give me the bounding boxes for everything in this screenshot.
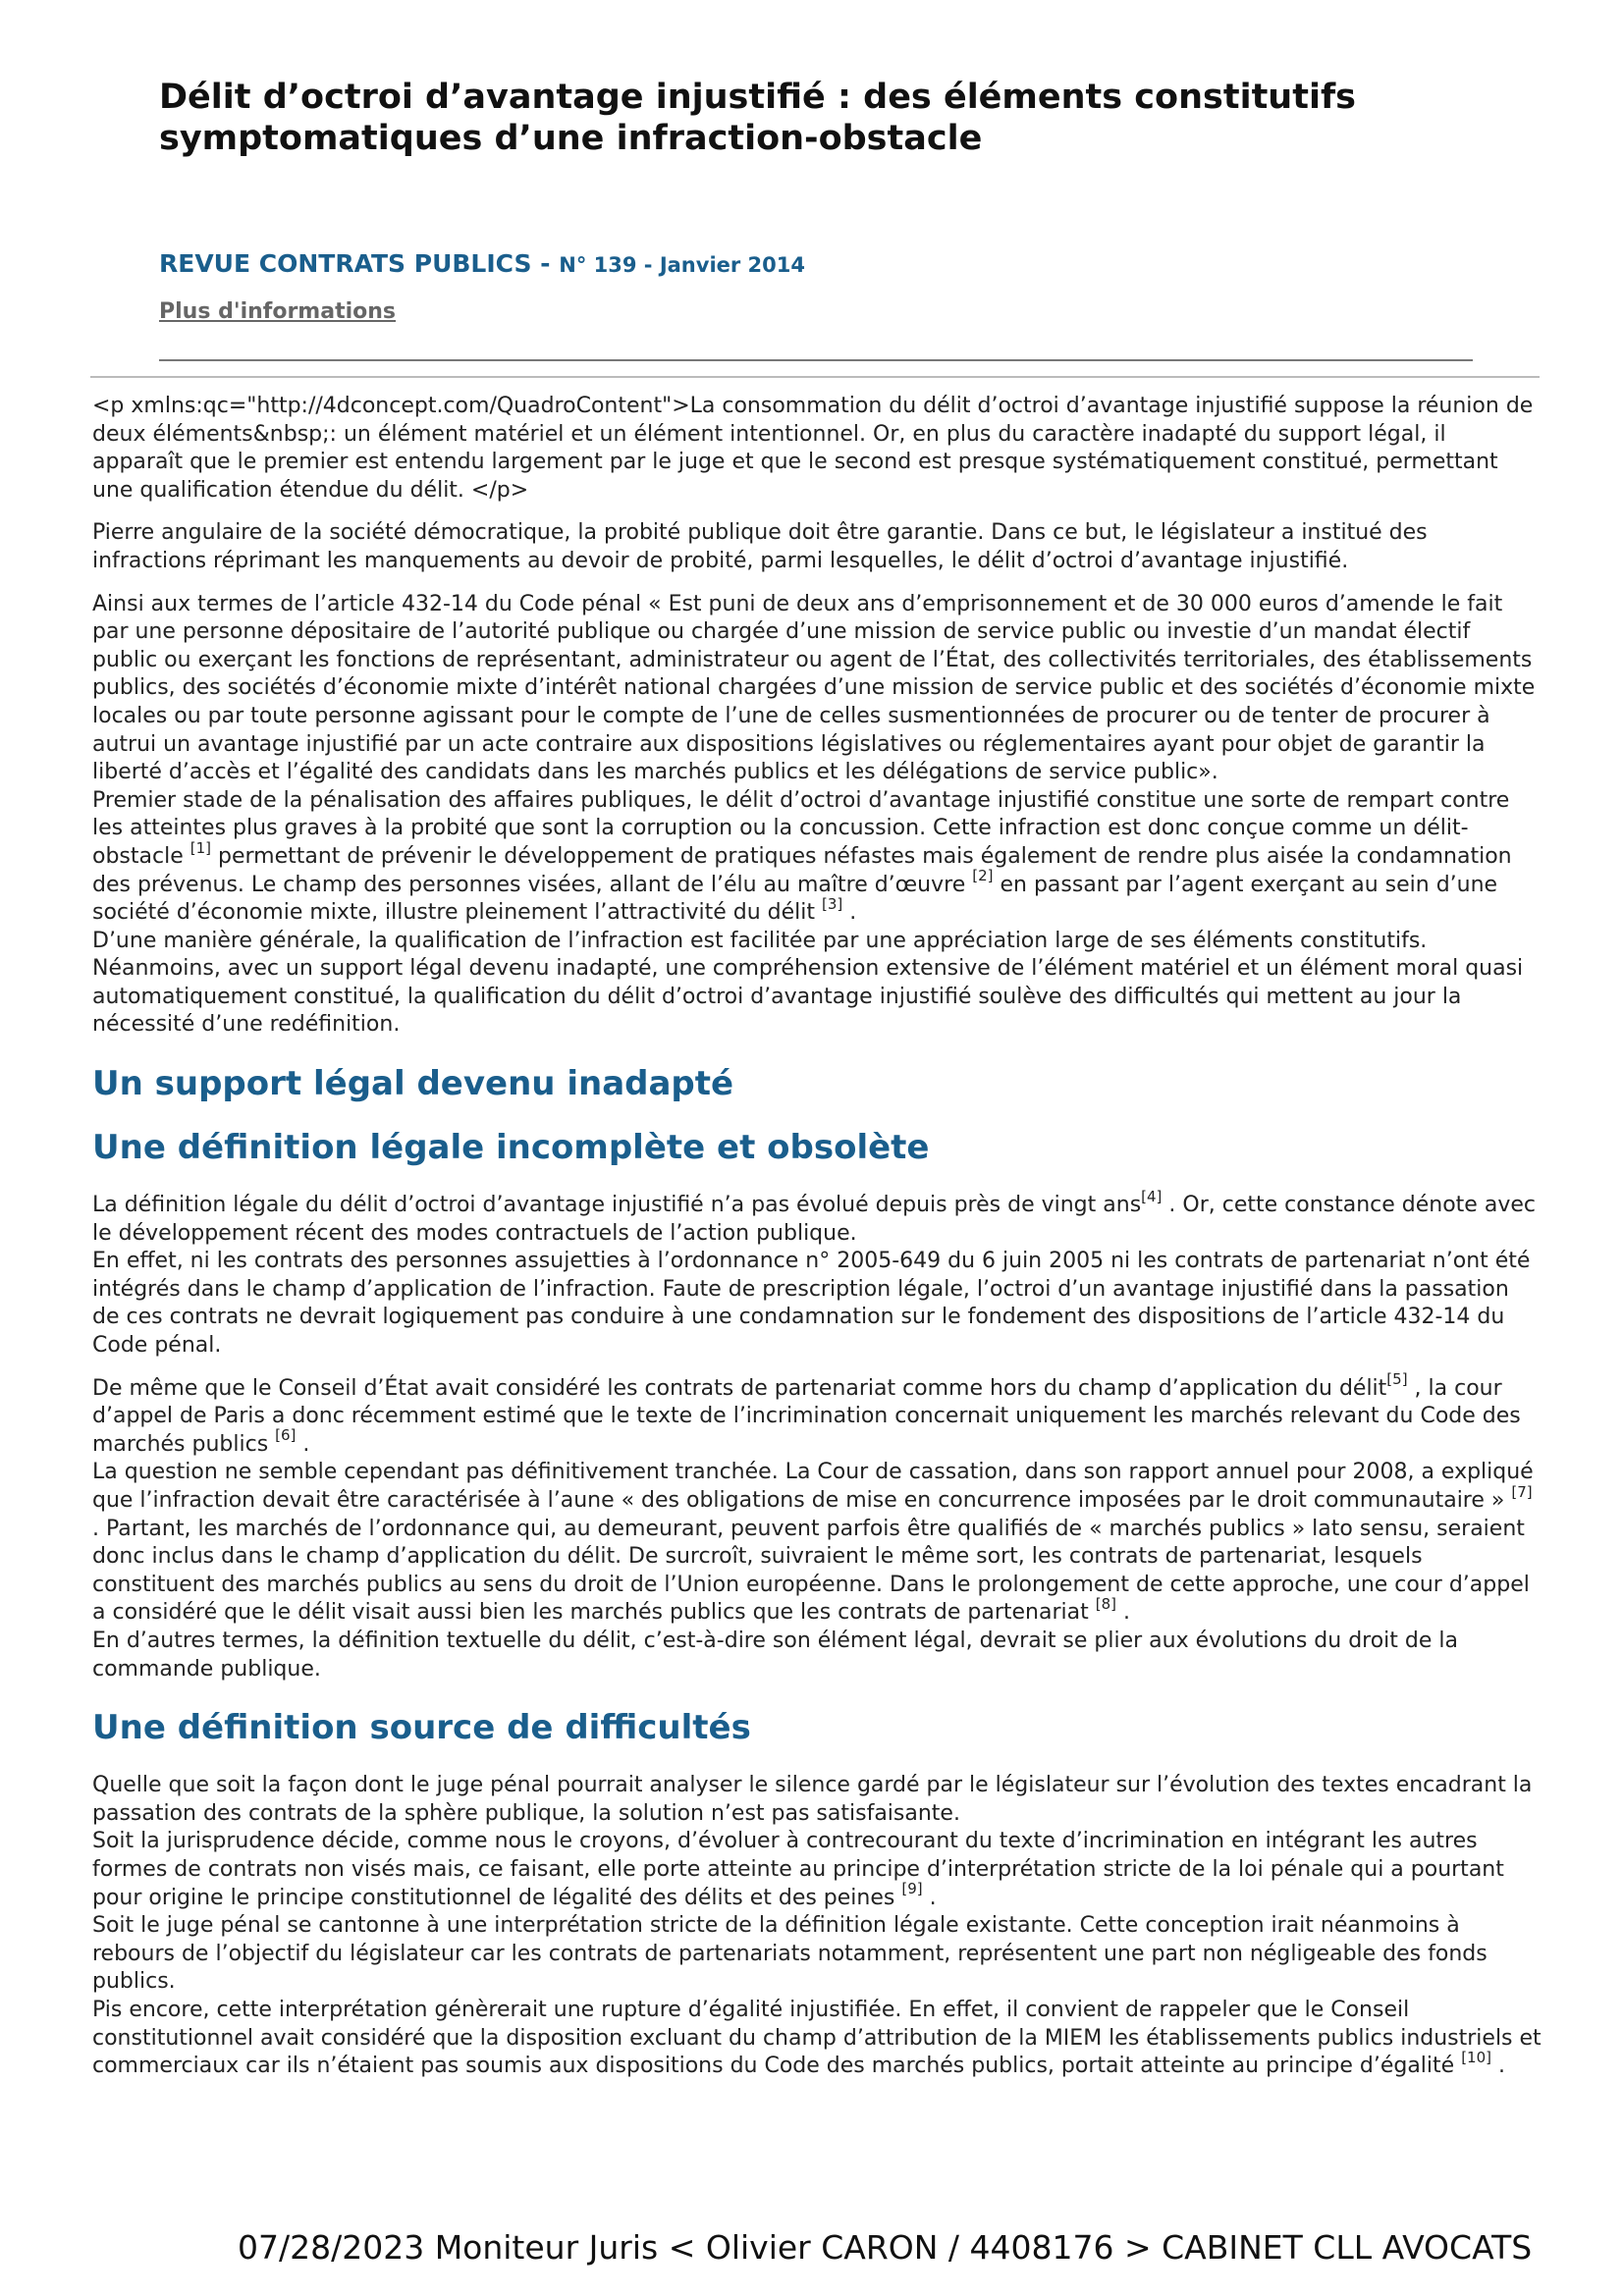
footnote-ref[interactable]: [9] [901, 1880, 923, 1898]
article-body [92, 393, 1542, 2081]
body-paragraph: D’une manière générale, la qualification de l’infraction est facilitée par une appréciation large de ses éléments constitutifs. Néanmoins, avec un support légal devenu inadapté, une compréhension extensive de l’élément matériel et un élément moral quasi automatiquement constitué, la qualification du délit d’octroi d’avantage injustifié soulève des difficultés qui mettent au jour la nécessité d’une redéfinition. [92, 928, 1524, 1038]
abstract-paragraph: <p xmlns:qc="http://4dconcept.com/QuadroContent">La consommation du délit d’octroi d’avantage injustifié suppose la réunion de deux éléments&nbsp;: un élément matériel et un élément intentionnel. Or, en plus du caractère inadapté du support légal, il apparaît que le premier est entendu largement par le juge et que le second est presque systématiquement constitué, permettant une qualification étendue du délit. </p> [92, 394, 1534, 503]
footnote-ref[interactable]: [2] [972, 867, 994, 885]
section-heading: Un support légal devenu inadapté [92, 1064, 734, 1104]
body-paragraph: En d’autres termes, la définition textuelle du délit, c’est-à-dire son élément légal, devrait se plier aux évolutions du droit de la commande publique. [92, 1628, 1458, 1682]
footnote-ref[interactable]: [8] [1095, 1595, 1116, 1614]
body-paragraph: Soit le juge pénal se cantonne à une interprétation stricte de la définition légale existante. Cette conception irait néanmoins à rebours de l’objectif du législateur car les contrats de partenariats notamment, représentent une part non négligeable des fonds publics. [92, 1913, 1488, 1995]
footnote-ref[interactable]: [7] [1511, 1482, 1533, 1501]
body-paragraph: De même que le Conseil d’État avait considéré les contrats de partenariat comme hors du champ d’application du délit[5] , la cour d’appel de Paris a donc récemment estimé que le texte de l’incrimination concernait uniquement les marchés relevant du Code des marchés publics [6] . [92, 1370, 1521, 1457]
body-paragraph: La définition légale du délit d’octroi d’avantage injustifié n’a pas évolué depuis près de vingt ans[4] . Or, cette constance dénote avec le développement récent des modes contractuels de l’action publique. [92, 1187, 1536, 1246]
header-divider [159, 359, 1473, 361]
body-paragraph: En effet, ni les contrats des personnes assujetties à l’ordonnance n° 2005-649 du 6 juin 2005 ni les contrats de partenariat n’ont été intégrés dans le champ d’application de l’infraction. Faute de prescription légale, l’octroi d’un avantage injustifié dans la passation de ces contrats ne devrait logiquement pas conduire à une condamnation sur le fondement des dispositions de l’article 432-14 du Code pénal. [92, 1249, 1531, 1359]
footnote-ref[interactable]: [1] [189, 838, 211, 857]
footnote-ref[interactable]: [4] [1141, 1187, 1163, 1205]
body-paragraph: Pis encore, cette interprétation génèrerait une rupture d’égalité injustifiée. En effet, il convient de rappeler que le Conseil constitutionnel avait considéré que la disposition excluant du champ d’attribution de la MIEM les établissements publics industriels et commerciaux car ils n’étaient pas soumis aux dispositions du Code des marchés publics, portait atteinte au principe d’égalité [10] . [92, 1997, 1542, 2079]
body-paragraph: Pierre angulaire de la société démocratique, la probité publique doit être garantie. Dans ce but, le législateur a institué des infractions réprimant les manquements au devoir de probité, parmi lesquelles, le délit d’octroi d’avantage injustifié. [92, 520, 1428, 573]
more-info-link[interactable]: Plus d'informations [159, 299, 397, 324]
footnote-ref[interactable]: [6] [275, 1426, 297, 1445]
body-paragraph: Quelle que soit la façon dont le juge pénal pourrait analyser le silence gardé par le législateur sur l’évolution des textes encadrant la passation des contrats de la sphère publique, la solution n’est pas satisfaisante. [92, 1773, 1533, 1826]
journal-issue: N° 139 - Janvier 2014 [559, 253, 806, 277]
content-divider [90, 376, 1540, 378]
footnote-ref[interactable]: [10] [1461, 2048, 1491, 2066]
footnote-ref[interactable]: [5] [1386, 1370, 1408, 1389]
subsection-heading: Une définition légale incomplète et obsolète [92, 1128, 930, 1168]
journal-name: REVUE CONTRATS PUBLICS - [159, 249, 560, 278]
body-paragraph: Ainsi aux termes de l’article 432-14 du Code pénal « Est puni de deux ans d’emprisonnement et de 30 000 euros d’amende le fait par une personne dépositaire de l’autorité publique ou chargée d’une mission de service public ou investie d’un mandat électif public ou exerçant les fonctions de représentant, administrateur ou agent de l’État, des collectivités territoriales, des établissements publics, des sociétés d’économie mixte d’intérêt national chargées d’une mission de service public et des sociétés d’économie mixte locales ou par toute personne agissant pour le compte de l’une de celles susmentionnées de procurer ou de tenter de procurer à autrui un avantage injustifié par un acte contraire aux dispositions législatives ou réglementaires ayant pour objet de garantir la liberté d’accès et l’égalité des candidats dans les marchés publics et les délégations de service public». [92, 591, 1536, 785]
footnote-ref[interactable]: [3] [821, 894, 843, 913]
license-footer: 07/28/2023 Moniteur Juris < Olivier CARON / 4408176 > CABINET CLL AVOCATS [238, 2228, 1533, 2267]
body-paragraph: Premier stade de la pénalisation des affaires publiques, le délit d’octroi d’avantage injustifié constitue une sorte de rempart contre les atteintes plus graves à la probité que sont la corruption ou la concussion. Cette infraction est donc conçue comme un délit-obstacle [1] permettant de prévenir le développement de pratiques néfastes mais également de rendre plus aisée la condamnation des prévenus. Le champ des personnes visées, allant de l’élu au maître d’œuvre [2] en passant par l’agent exerçant au sein d’une société d’économie mixte, illustre pleinement l’attractivité du délit [3] . [92, 787, 1512, 926]
body-paragraph: La question ne semble cependant pas définitivement tranchée. La Cour de cassation, dans son rapport annuel pour 2008, a expliqué que l’infraction devait être caractérisée à l’aune « des obligations de mise en concurrence imposées par le droit communautaire » [7] . Partant, les marchés de l’ordonnance qui, au demeurant, peuvent parfois être qualifiés de « marchés publics » lato sensu, seraient donc inclus dans le champ d’application du délit. De surcroît, suivraient le même sort, les contrats de partenariat, lesquels constituent des marchés publics au sens du droit de l’Union européenne. Dans le prolongement de cette approche, une cour d’appel a considéré que le délit visait aussi bien les marchés publics que les contrats de partenariat [8] . [92, 1460, 1534, 1626]
journal-info [159, 249, 805, 278]
body-paragraph: Soit la jurisprudence décide, comme nous le croyons, d’évoluer à contrecourant du texte d’incrimination en intégrant les autres formes de contrats non visés mais, ce faisant, elle porte atteinte au principe d’interprétation stricte de la loi pénale qui a pourtant pour origine le principe constitutionnel de légalité des délits et des peines [9] . [92, 1829, 1504, 1910]
article-title: Délit d’octroi d’avantage injustifié : des éléments constitutifs symptomatiques d’une infraction-obstacle [159, 78, 1357, 158]
subsection-heading: Une définition source de difficultés [92, 1708, 751, 1748]
